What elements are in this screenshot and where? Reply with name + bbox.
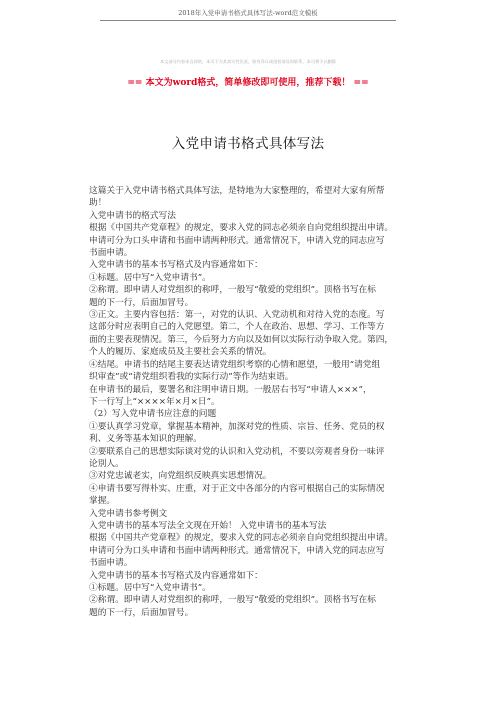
body-line: ②称谓。即申请人对党组织的称呼，一般写“敬爱的党组织”。顶格书写在标	[89, 285, 376, 296]
body-line: 利、义务等基本知识的理解。	[89, 434, 202, 445]
body-line: 面的主要表现情况。第三，今后努力方向以及如何以实际行动争取入党。第四，	[89, 334, 394, 345]
body-line: 申请可分为口头申请和书面申请两种形式。通常情况下，申请入党的同志应写	[89, 545, 385, 556]
body-line: ①要认真学习党章，掌握基本精神，加深对党的性质、宗旨、任务、党员的权	[89, 421, 385, 432]
body-line: 助！	[89, 198, 107, 209]
body-line: 书面申请。	[89, 558, 133, 569]
body-line: 论別人。	[89, 458, 124, 469]
body-line: 入党申请书参考例文	[89, 508, 168, 519]
body-line: 根据《中国共产党章程》的规定，要求入党的同志必须亲自向党组织提出申请。	[89, 223, 394, 234]
body-line: 入党申请书的基本写法全文现在开始！ 入党申请书的基本写法	[89, 520, 327, 531]
body-line: ③正文。主要内容包括：第一，对党的认识、入党动机和对待入党的态度。写	[89, 310, 385, 321]
body-text	[89, 185, 425, 619]
body-line: 入党申请书的基本书写格式及内容通常如下：	[89, 570, 263, 581]
body-line: 题的下一行，后面加冒号。	[89, 607, 194, 618]
body-line: 个人的履历、家庭成员及主要社会关系的情况。	[89, 347, 272, 358]
body-line: ④结尾。申请书的结尾主要表达请党组织考察的心情和愿望，一般用“请党组	[89, 359, 381, 370]
body-line: 掌握。	[89, 496, 116, 507]
document-title: 入党申请书格式具体写法	[171, 136, 325, 152]
body-line: 入党申请书的基本书写格式及内容通常如下：	[89, 260, 263, 271]
disclaimer-notice: 本文部分内容来自网络，本司不为其真实性负责，如有异议或侵权请及时联系，本司将予以删除	[160, 59, 336, 64]
body-line: ③对党忠诚老实，向党组织反映真实思想情况。	[89, 471, 272, 482]
running-header: 2018年入党申请书格式具体写法-word范文模板	[178, 9, 318, 17]
body-line: 下一行写上“××××年×月×日”。	[89, 396, 220, 407]
word-format-banner: == 本文为word格式，简单修改即可使用，推荐下载！ ==	[127, 78, 369, 88]
body-line: 根据《中国共产党章程》的规定，要求入党的同志必须亲自向党组织提出申请。	[89, 533, 394, 544]
body-line: 在申请书的最后，要署名和注明申请日期。一般居右书写“申请人×××”，	[89, 384, 372, 395]
body-line: 这部分时应表明自己的入党愿望。第二，个人在政治、思想、学习、工作等方	[89, 322, 385, 333]
body-line: ①标题。居中写“入党申请书”。	[89, 583, 211, 593]
body-line: 申请可分为口头申请和书面申请两种形式。通常情况下，申请入党的同志应写	[89, 235, 385, 246]
body-line: 题的下一行，后面加冒号。	[89, 297, 194, 308]
body-line: 书面申请。	[89, 248, 133, 259]
body-line: （2）写入党申请书应注意的问题	[89, 409, 217, 420]
body-line: ①标题。居中写“入党申请书”。	[89, 272, 211, 283]
body-line: 入党申请书的格式写法	[89, 210, 176, 221]
body-line: ②称谓。即申请人对党组织的称呼，一般写“敬爱的党组织”。顶格书写在标	[89, 595, 376, 606]
body-line: 织审查”或“请党组织看我的实际行动”等作为结束语。	[89, 372, 294, 383]
body-line: ④申请书要写得朴实、庄重，对于正文中各部分的内容可根据自己的实际情况	[89, 483, 385, 494]
body-line: ②要联系自己的思想实际谈对党的认识和入党动机，不要以旁观者身份一味评	[89, 446, 385, 457]
body-line: 这篇关于入党申请书格式具体写法，是特地为大家整理的，希望对大家有所帮	[89, 186, 385, 196]
header-divider	[100, 20, 396, 21]
